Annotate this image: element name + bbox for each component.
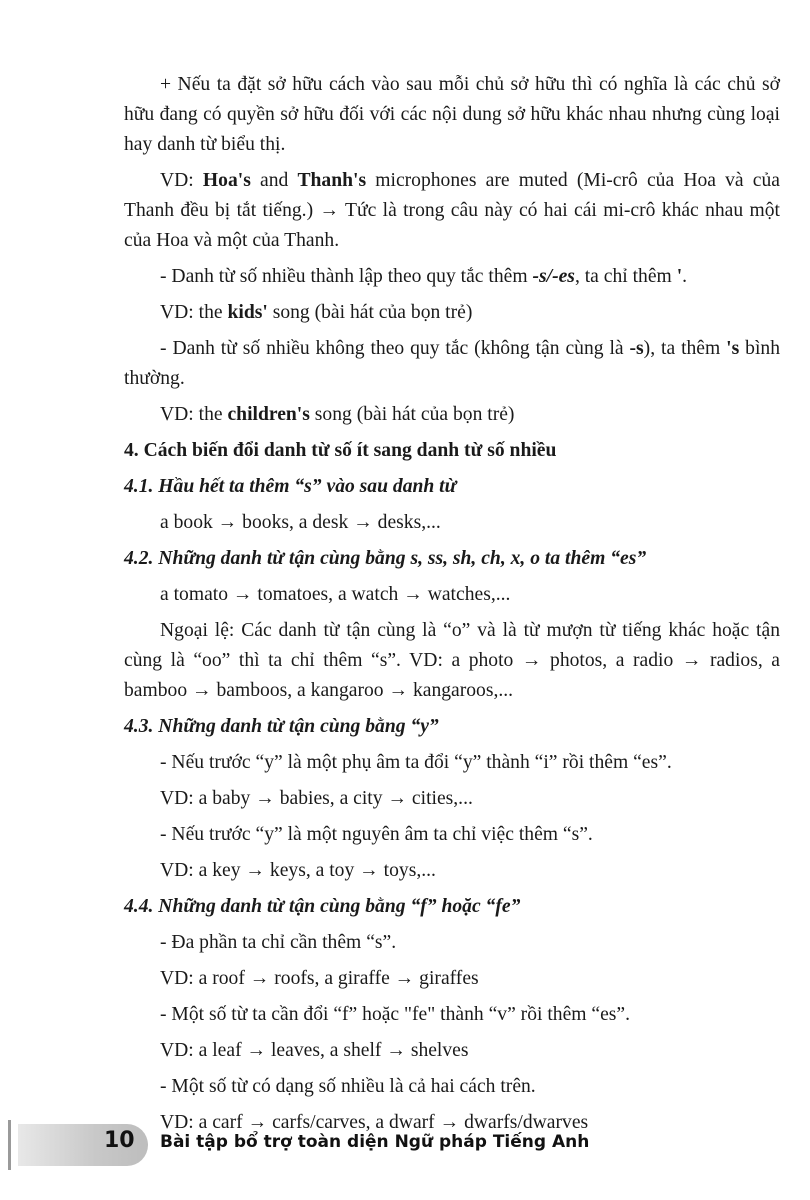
bold-childrens: children's xyxy=(227,404,310,425)
example-hoa-thanh xyxy=(124,166,780,256)
example-4-4-v: VD: a leaf → leaves, a shelf → shelves xyxy=(160,1040,469,1061)
bold-kids: kids' xyxy=(227,302,268,323)
rule-irregular-t3: bình thường. xyxy=(124,338,781,389)
example-kids-t2: song (bài hát của bọn trẻ) xyxy=(267,302,473,323)
subheading-4-4: 4.4. Những danh từ tận cùng bằng “f” hoặc “fe” xyxy=(124,896,521,917)
page-footer xyxy=(0,1120,810,1170)
book-title: Bài tập bổ trợ toàn diện Ngữ pháp Tiếng Anh xyxy=(160,1132,590,1152)
apostrophe: ' xyxy=(676,266,683,287)
rule-4-3-consonant: - Nếu trước “y” là một phụ âm ta đổi “y” thành “i” rồi thêm “es”. xyxy=(160,752,672,773)
rule-regular-plural-t3: . xyxy=(682,266,688,287)
example-kids-t1: VD: the xyxy=(160,302,228,323)
example-4-1: a book → books, a desk → desks,... xyxy=(160,512,441,533)
text-and: and xyxy=(250,170,298,191)
suffix-s-es: -s/-es xyxy=(532,266,575,287)
exception-4-2: Ngoại lệ: Các danh từ tận cùng là “o” và là từ mượn từ tiếng khác hoặc tận cùng là “oo” thì ta chỉ thêm “s”. VD: a photo → photos, a radio → radios, a bamboo → bamboos, a kangaroo → kangaroos,... xyxy=(124,620,780,701)
footer-left-bar xyxy=(8,1120,11,1170)
paragraph-possessive-rule: + Nếu ta đặt sở hữu cách vào sau mỗi chủ sở hữu thì có nghĩa là các chủ sở hữu đang có quyền sở hữu đối với các nội dung sở hữu khác nhau nhưng cùng loại hay danh từ biểu thị. xyxy=(124,74,780,155)
example-4-4-s: VD: a roof → roofs, a giraffe → giraffes xyxy=(160,968,479,989)
section-heading-4: 4. Cách biến đổi danh từ số ít sang danh từ số nhiều xyxy=(124,440,557,461)
example-4-3-vowel: VD: a key → keys, a toy → toys,... xyxy=(160,860,436,881)
rule-irregular-plural xyxy=(124,334,780,394)
rule-irregular-t2: ), ta thêm xyxy=(643,338,727,359)
page-body xyxy=(124,70,780,1144)
page-number: 10 xyxy=(104,1128,135,1153)
example-4-2: a tomato → tomatoes, a watch → watches,... xyxy=(160,584,511,605)
example-hoa-thanh-rest: microphones are muted (Mi-crô của Hoa và của Thanh đều bị tắt tiếng.) → Tức là trong câu này có hai cái mi-crô khác nhau một của Hoa và một của Thanh. xyxy=(124,170,780,251)
vd-label: VD: xyxy=(160,170,203,191)
subheading-4-1: 4.1. Hầu hết ta thêm “s” vào sau danh từ xyxy=(124,476,457,497)
rule-regular-plural-t1: - Danh từ số nhiều thành lập theo quy tắc thêm xyxy=(160,266,533,287)
rule-regular-plural-t2: , ta chỉ thêm xyxy=(574,266,677,287)
rule-4-4-both: - Một số từ có dạng số nhiều là cả hai cách trên. xyxy=(160,1076,536,1097)
example-4-3-consonant: VD: a baby → babies, a city → cities,... xyxy=(160,788,473,809)
example-children-t1: VD: the xyxy=(160,404,228,425)
bold-thanhs: Thanh's xyxy=(297,170,367,191)
example-children xyxy=(124,400,780,430)
rule-4-4-s: - Đa phần ta chỉ cần thêm “s”. xyxy=(160,932,397,953)
example-4-4-both: VD: a carf → carfs/carves, a dwarf → dwarfs/dwarves xyxy=(160,1112,589,1133)
subheading-4-3: 4.3. Những danh từ tận cùng bằng “y” xyxy=(124,716,439,737)
rule-4-4-v: - Một số từ ta cần đổi “f” hoặc "fe" thành “v” rồi thêm “es”. xyxy=(160,1004,631,1025)
bold-hoas: Hoa's xyxy=(202,170,251,191)
subheading-4-2: 4.2. Những danh từ tận cùng bằng s, ss, sh, ch, x, o ta thêm “es” xyxy=(124,548,647,569)
rule-4-3-vowel: - Nếu trước “y” là một nguyên âm ta chỉ việc thêm “s”. xyxy=(160,824,593,845)
bold-s: -s xyxy=(629,338,644,359)
example-children-t2: song (bài hát của bọn trẻ) xyxy=(309,404,515,425)
rule-regular-plural xyxy=(124,262,780,292)
example-kids xyxy=(124,298,780,328)
rule-irregular-t1: - Danh từ số nhiều không theo quy tắc (không tận cùng là xyxy=(160,338,630,359)
bold-apostrophe-s: 's xyxy=(726,338,740,359)
